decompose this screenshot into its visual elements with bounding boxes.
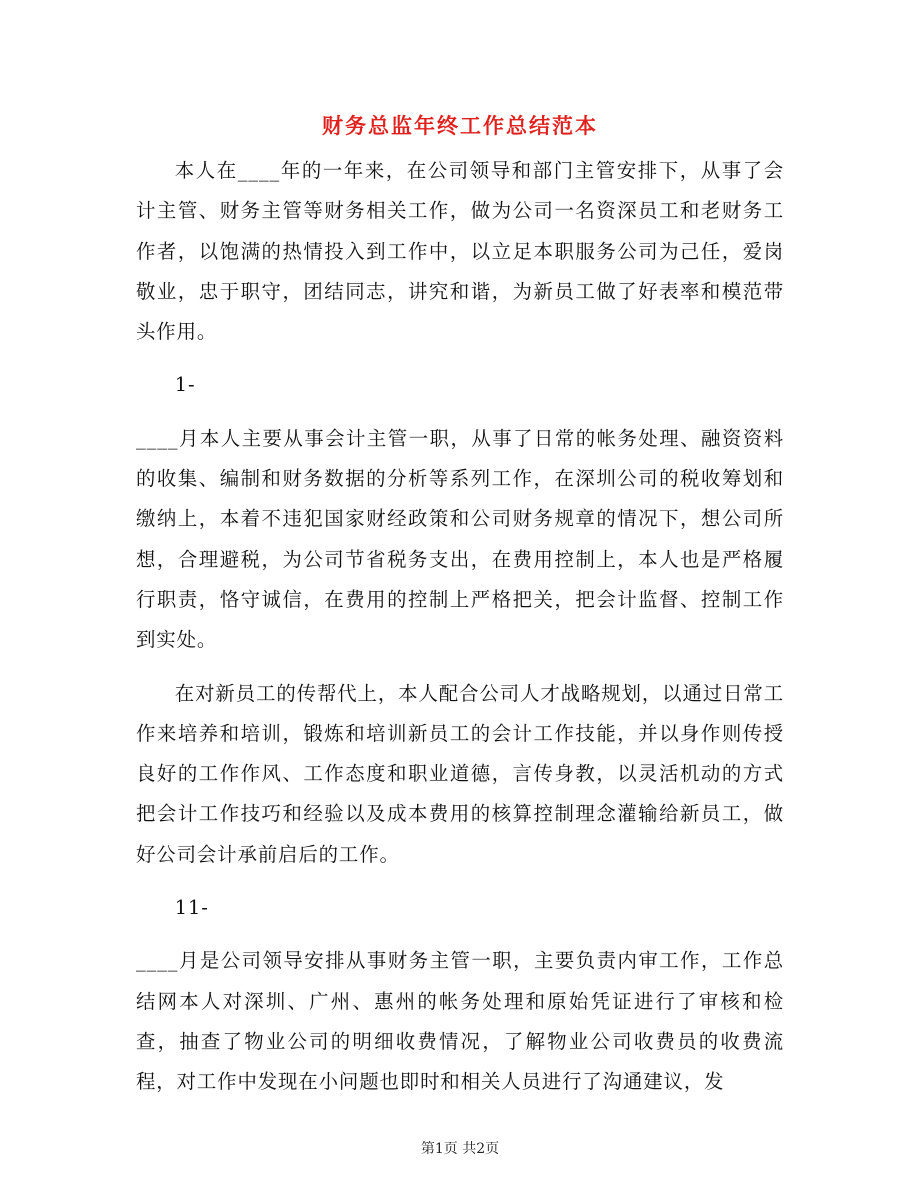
document-body (136, 151, 784, 1116)
section-marker-11: 11- (174, 896, 209, 920)
paragraph-accounting-supervisor: ____月本人主要从事会计主管一职，从事了日常的帐务处理、融资资料的收集、编制和财务数据的分析等系列工作，在深圳公司的税收筹划和缴纳上，本着不违犯国家财经政策和公司财务规章的情况下，想公司所想，合理避税，为公司节省税务支出，在费用控制上，本人也是严格履行职责，恪守诚信，在费用的控制上严格把关，把会计监督、控制工作到实处。 (136, 426, 784, 652)
page-footer: 第1页 共2页 (420, 1141, 500, 1157)
paragraph-new-staff-training: 在对新员工的传帮代上，本人配合公司人才战略规划，以通过日常工作来培养和培训，锻炼和培训新员工的会计工作技能，并以身作则传授良好的工作作风、工作态度和职业道德，言传身教，以灵活机动的方式把会计工作技巧和经验以及成本费用的核算控制理念灌输给新员工，做好公司会计承前启后的工作。 (136, 681, 784, 866)
document-title: 财务总监年终工作总结范本 (322, 113, 598, 138)
paragraph-intro: 本人在____年的一年来，在公司领导和部门主管安排下，从事了会计主管、财务主管等财务相关工作，做为公司一名资深员工和老财务工作者，以饱满的热情投入到工作中，以立足本职服务公司为己任，爱岗敬业，忠于职守，团结同志，讲究和谐，为新员工做了好表率和模范带头作用。 (136, 159, 784, 344)
section-marker-1: 1- (174, 373, 196, 397)
paragraph-financial-supervisor: ____月是公司领导安排从事财务主管一职，主要负责内审工作，工作总结网本人对深圳、广州、惠州的帐务处理和原始凭证进行了审核和检查，抽查了物业公司的明细收费情况，了解物业公司收费员的收费流程，对工作中发现在小问题也即时和相关人员进行了沟通建议，发 (136, 949, 784, 1094)
